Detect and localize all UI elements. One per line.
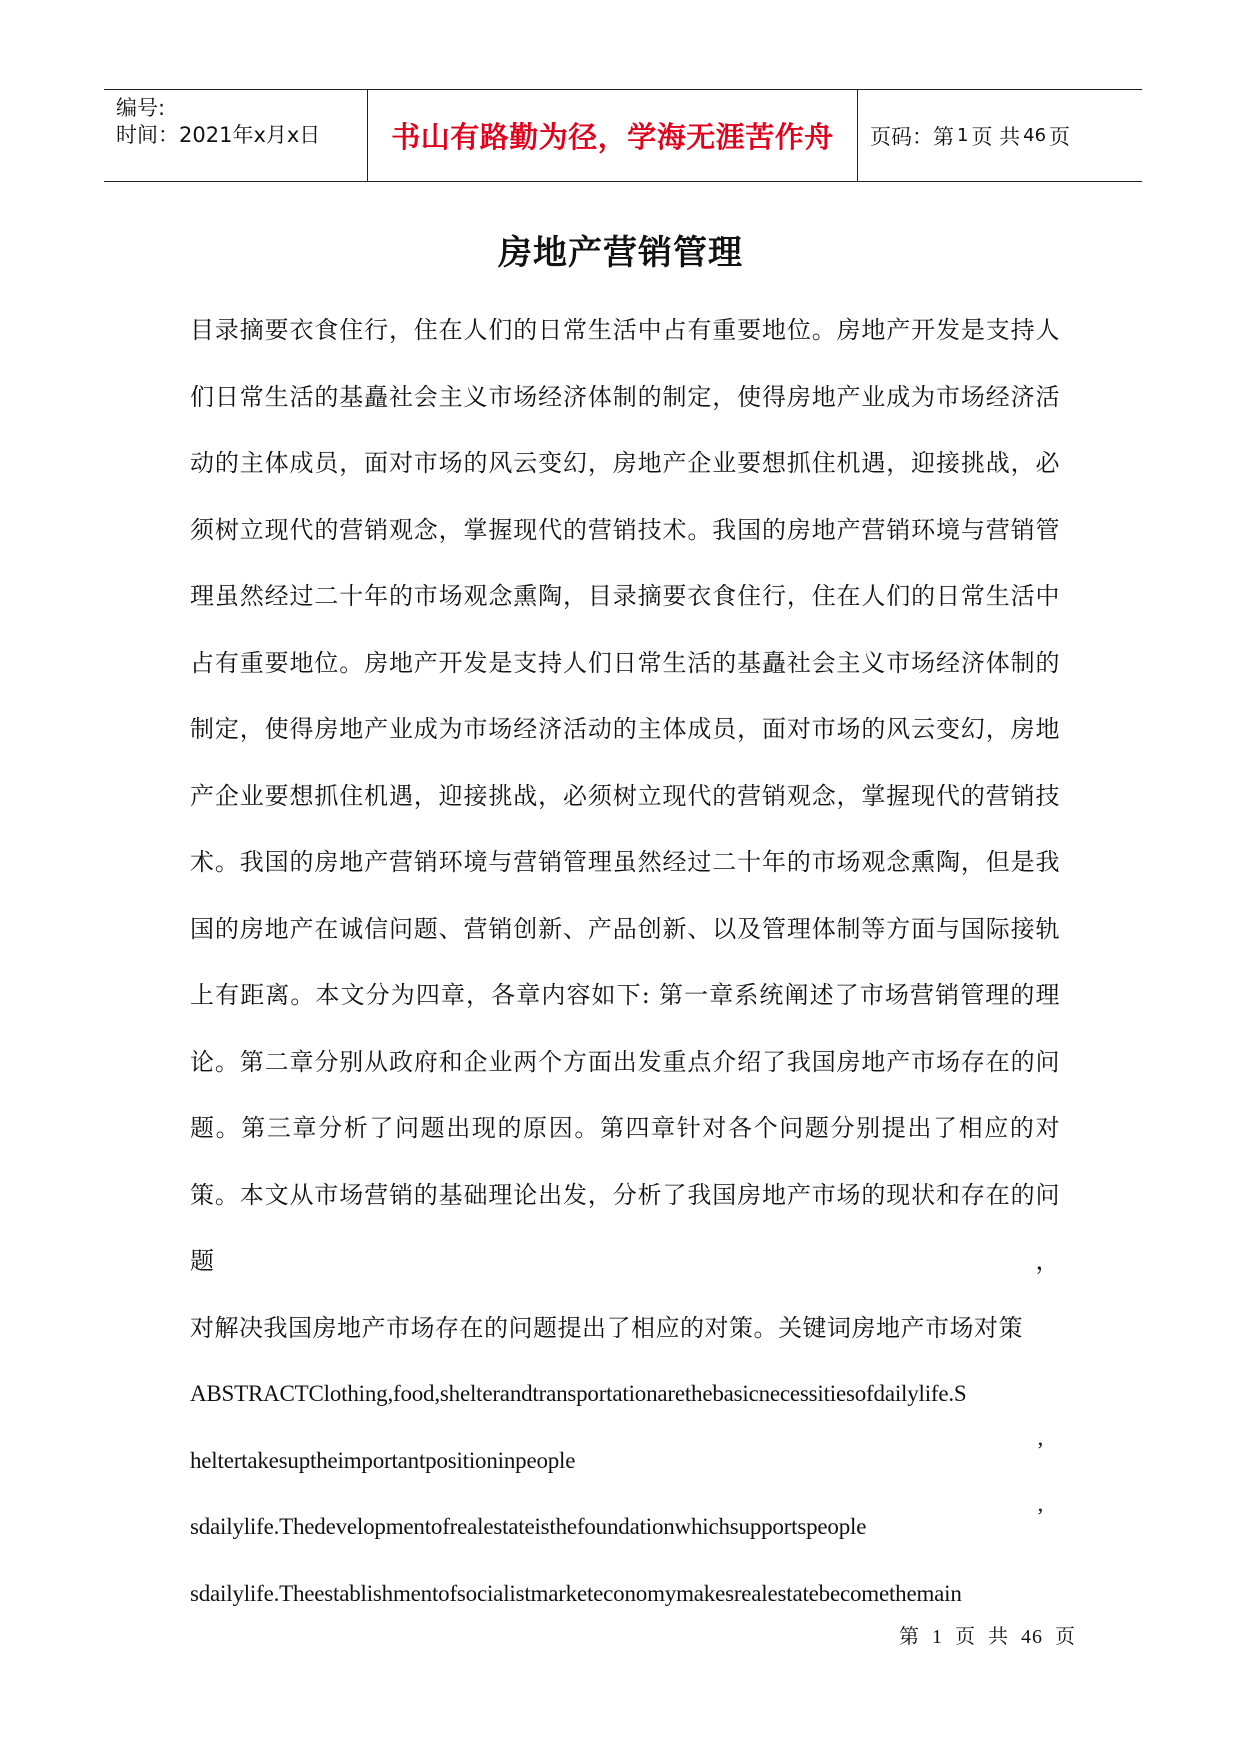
number-label: 编号: <box>116 96 166 120</box>
page-total: 46 <box>1023 125 1047 146</box>
time-label: 时间：2021年x月x日 <box>116 123 321 147</box>
header-table <box>104 89 1142 182</box>
body-text <box>190 297 1060 1627</box>
page-suffix: 页 <box>1049 124 1071 149</box>
page-footer: 第 1 页 共 46 页 <box>899 1626 1076 1648</box>
abstract-line-2: heltertakesuptheimportantpositioninpeople <box>190 1447 576 1473</box>
body-paragraph: 目录摘要衣食住行，住在人们的日常生活中占有重要地位。房地产开发是支持人们日常生活的基矗社会主义市场经济体制的制定，使得房地产业成为市场经济活动的主体成员，面对市场的风云变幻，房地产企业要想抓住机遇，迎接挑战，必须树立现代的营销观念，掌握现代的营销技术。我国的房地产营销环境与营销管理虽然经过二十年的市场观念熏陶，目录摘要衣食住行，住在人们的日常生活中占有重要地位。房地产开发是支持人们日常生活的基矗社会主义市场经济体制的制定，使得房地产业成为市场经济活动的主体成员，面对市场的风云变幻，房地产企业要想抓住机遇，迎接挑战，必须树立现代的营销观念，掌握现代的营销技术。我国的房地产营销环境与营销管理虽然经过二十年的市场观念熏陶，但是我国的房地产在诚信问题、营销创新、产品创新、以及管理体制等方面与国际接轨上有距离。本文分为四章，各章内容如下: 第一章系统阐述了市场营销管理的理论。第二章分别从政府和企业两个方面出发重点介绍了我国房地产市场存在的问题。第三章分析了问题出现的原因。第四章针对各个问题分别提出了相应的对策。本文从市场营销的基础理论出发，分析了我国房地产市场的现状和存在的问题， <box>190 316 1060 1275</box>
abstract-row-3 <box>190 1494 1060 1561</box>
header-meta-cell <box>104 90 368 181</box>
abstract-comma-3: ’ <box>1036 1504 1044 1529</box>
abstract-line-4: sdailylife.Theestablishmentofsocialistmarketeconomymakesrealestatebecomethemain <box>190 1580 962 1606</box>
abstract-comma-2: ’ <box>1036 1437 1044 1463</box>
header-motto-cell <box>368 90 858 181</box>
document-title: 房地产营销管理 <box>498 233 743 273</box>
body-paragraph-last-line: 对解决我国房地产市场存在的问题提出了相应的对策。关键词房地产市场对策 <box>190 1313 1023 1342</box>
header-page-cell <box>858 90 1142 181</box>
page-label: 页码：第 <box>870 124 954 149</box>
page-current: 1 <box>957 125 969 146</box>
motto: 书山有路勤为径，学海无涯苦作舟 <box>391 120 834 154</box>
abstract-row-2 <box>190 1428 1060 1495</box>
abstract-line-3: sdailylife.Thedevelopmentofrealestateisthefoundationwhichsupportspeople <box>190 1514 867 1539</box>
abstract-line-1: ABSTRACTClothing,food,shelterandtransportationarethebasicnecessitiesofdailylife.S <box>190 1381 967 1406</box>
page-mid: 页 共 <box>971 124 1021 149</box>
